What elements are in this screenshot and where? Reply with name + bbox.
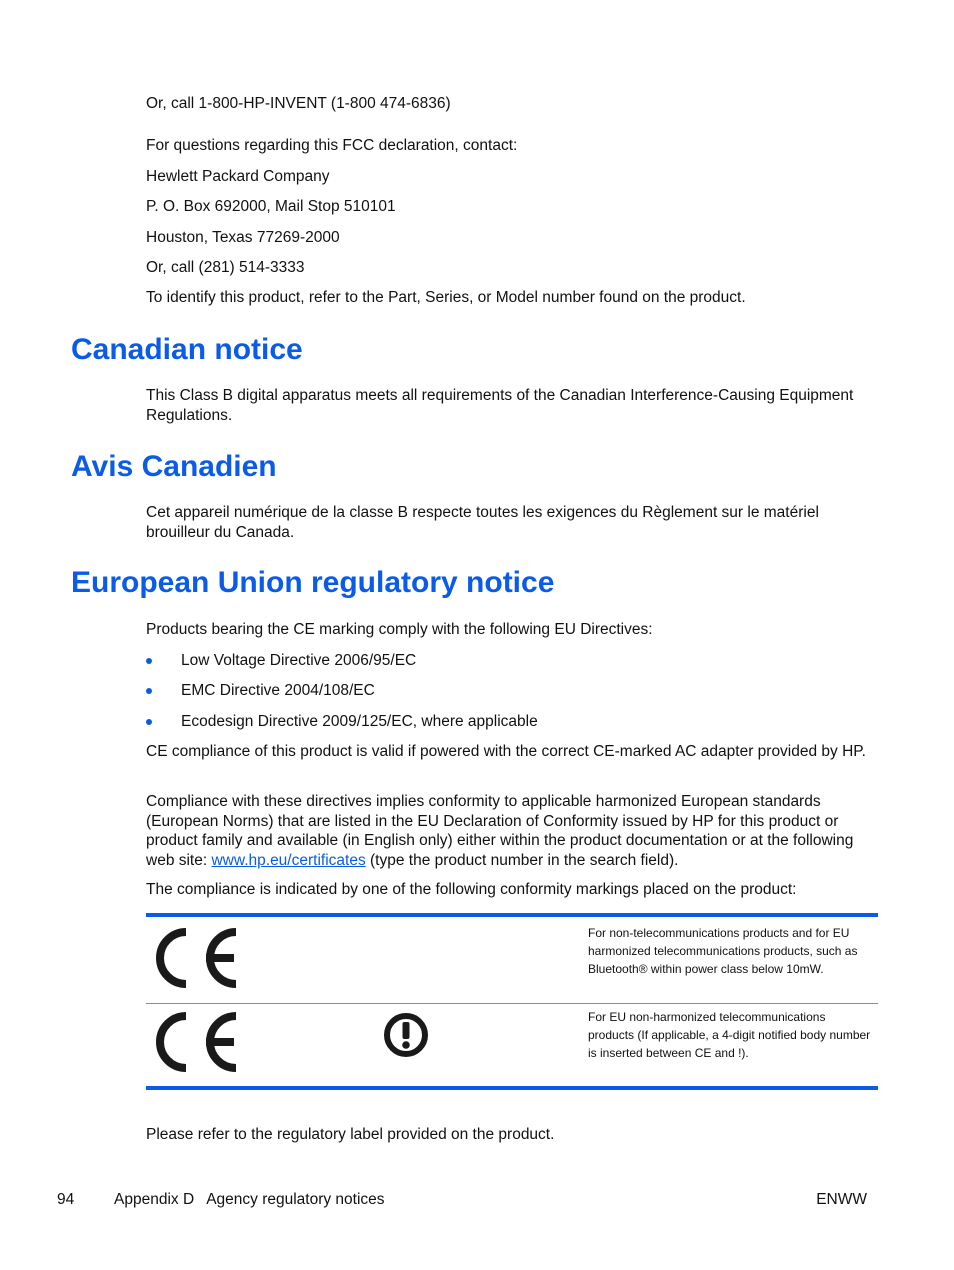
table-top-rule: [146, 913, 878, 917]
call-line-2: Or, call (281) 514-3333: [146, 259, 305, 276]
fcc-questions: For questions regarding this FCC declaration, contact:: [146, 137, 518, 154]
compliance-paragraph: [146, 792, 866, 870]
doc-code: ENWW: [816, 1191, 867, 1208]
compliance-text: Compliance with these directives implies conformity to applicable harmonized European standards (European Norms) that are listed in the EU Declaration of Conformity issued by HP for this product or product family and available (in English only) either within the product documentation or at the following web site:: [146, 793, 854, 869]
canadian-notice-heading: Canadian notice: [71, 333, 303, 366]
directive-label: Low Voltage Directive 2006/95/EC: [181, 652, 417, 669]
identify-product: To identify this product, refer to the Part, Series, or Model number found on the product.: [146, 289, 746, 306]
footer-section: Appendix D Agency regulatory notices: [114, 1191, 385, 1208]
ce-validity: CE compliance of this product is valid if powered with the correct CE-marked AC adapter provided by HP.: [146, 743, 866, 760]
directive-label: EMC Directive 2004/108/EC: [181, 682, 375, 699]
compliance-text-end: (type the product number in the search field).: [365, 851, 679, 869]
company-name: Hewlett Packard Company: [146, 168, 330, 185]
table-row-divider: [146, 1003, 878, 1004]
bullet-icon: [146, 658, 152, 664]
avis-canadien-heading: Avis Canadien: [71, 450, 277, 483]
regulatory-label-note: Please refer to the regulatory label provided on the product.: [146, 1126, 555, 1143]
marking-description: For non-telecommunications products and for EU harmonized telecommunications products, such as Bluetooth® within power class below 10mW.: [588, 926, 858, 976]
city-address: Houston, Texas 77269-2000: [146, 229, 340, 246]
bullet-icon: [146, 688, 152, 694]
marking-description: For EU non-harmonized telecommunications products (If applicable, a 4-digit notified body number is inserted between CE and !).: [588, 1010, 871, 1060]
eu-notice-heading: European Union regulatory notice: [71, 566, 555, 599]
table-bottom-rule: [146, 1086, 878, 1090]
directive-label: Ecodesign Directive 2009/125/EC, where applicable: [181, 713, 538, 730]
bullet-icon: [146, 719, 152, 725]
page-number: 94: [57, 1191, 75, 1208]
alert-circle-icon: [383, 1012, 429, 1058]
eu-directives-lead: Products bearing the CE marking comply with the following EU Directives:: [146, 621, 653, 638]
avis-canadien-body: Cet appareil numérique de la classe B respecte toutes les exigences du Règlement sur le matériel brouilleur du Canada.: [146, 504, 819, 541]
ce-mark-icon: [150, 1010, 242, 1074]
po-box: P. O. Box 692000, Mail Stop 510101: [146, 198, 396, 215]
certificates-link[interactable]: www.hp.eu/certificates: [211, 851, 366, 869]
ce-mark-icon: [150, 926, 242, 990]
call-line: Or, call 1-800-HP-INVENT (1-800 474-6836): [146, 95, 451, 112]
markings-lead: The compliance is indicated by one of the following conformity markings placed on the product:: [146, 881, 797, 898]
canadian-notice-body: This Class B digital apparatus meets all requirements of the Canadian Interference-Causing Equipment Regulations.: [146, 387, 854, 424]
